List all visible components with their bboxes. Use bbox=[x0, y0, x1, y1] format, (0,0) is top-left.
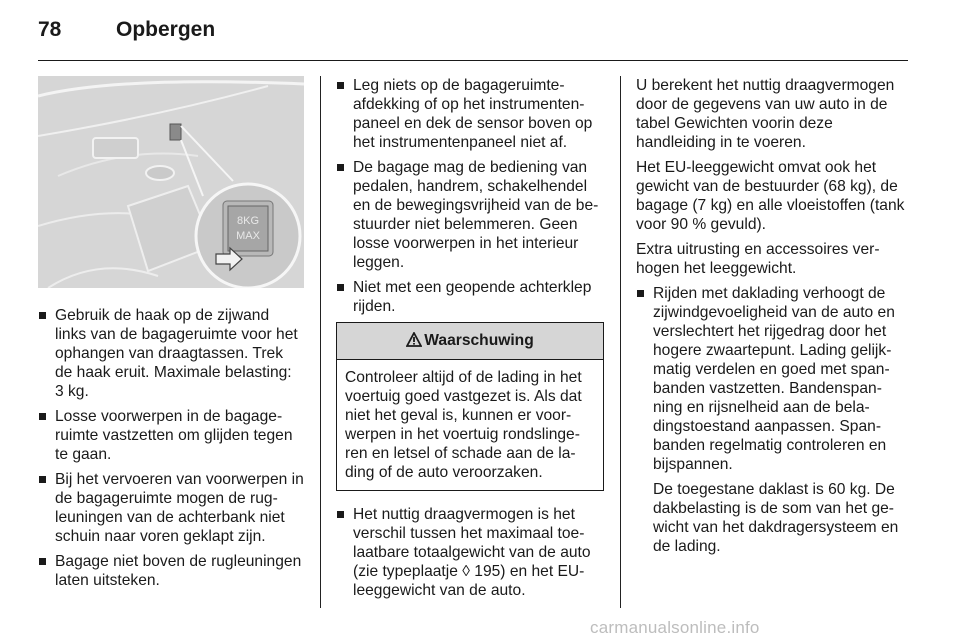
column-3 bbox=[636, 76, 906, 562]
list-item: Leg niets op de bagageruimteafdekking of op het instrumentenpaneel en dek de sensor boven op het instrumentenpaneel niet af. bbox=[336, 76, 604, 152]
paragraph: Het EU-leeggewicht omvat ook het gewicht van de bestuurder (68 kg), de bagage (7 kg) en alle vloeistoffen (tank voor 90 % gevuld). bbox=[636, 159, 905, 233]
paragraph: Extra uitrusting en accessoires verhogen het leeggewicht. bbox=[636, 241, 880, 277]
warning-box bbox=[336, 322, 604, 491]
list-item: Rijden met daklading verhoogt de zijwindgevoeligheid van de auto en verslechtert het rijgedrag door het hogere zwaartepunt. Lading gelijkmatig verdelen en goed met spanbanden vastzetten. Bandenspanning en rijsnelheid aan de beladingstoestand aanpassen. Spanbanden regelmatig controleren en bijspannen. bbox=[636, 284, 906, 474]
header-rule bbox=[38, 60, 908, 61]
bullet-list bbox=[636, 284, 906, 474]
luggage-hook-illustration bbox=[38, 76, 304, 288]
warning-header bbox=[337, 323, 603, 360]
payload-text-end: 195) en het EU-leeggewicht van de auto. bbox=[353, 563, 585, 599]
page-reference-icon: ◊ bbox=[462, 563, 470, 580]
hook-label-2: MAX bbox=[236, 230, 260, 242]
list-item: Bij het vervoeren van voorwerpen in de bagageruimte mogen de rugleuningen van de achterbank niet schuin naar voren geklapt zijn. bbox=[38, 470, 304, 546]
list-item: Losse voorwerpen in de bagageruimte vastzetten om glijden tegen te gaan. bbox=[38, 407, 304, 464]
warning-title: Waarschuwing bbox=[424, 332, 534, 349]
paragraph: De toegestane daklast is 60 kg. De dakbelasting is de som van het gewicht van het dakdragersysteem en de lading. bbox=[653, 481, 899, 555]
column-divider bbox=[320, 76, 321, 608]
list-item: Niet met een geopende achterklep rijden. bbox=[336, 278, 604, 316]
hook-label-1: 8KG bbox=[236, 215, 260, 227]
column-divider bbox=[620, 76, 621, 608]
list-item: Gebruik de haak op de zijwand links van de bagageruimte voor het ophangen van draagtassen. Trek de haak eruit. Maximale belasting: 3 kg. bbox=[38, 306, 304, 401]
warning-triangle-icon bbox=[406, 325, 422, 361]
column-2 bbox=[336, 76, 604, 606]
watermark: carmanualsonline.info bbox=[590, 618, 760, 637]
paragraph: U berekent het nuttig draagvermogen door de gegevens van uw auto in de tabel Gewichten voorin deze handleiding in te voeren. bbox=[636, 77, 895, 151]
column-1 bbox=[38, 76, 304, 596]
list-item bbox=[336, 505, 604, 600]
payload-text-start: Het nuttig draagvermogen is het verschil tussen het maximaal toelaatbare totaalgewicht van de auto (zie typeplaatje bbox=[353, 506, 591, 580]
page-number: 78 bbox=[38, 18, 62, 41]
page-title: Opbergen bbox=[116, 18, 216, 41]
list-item: De bagage mag de bediening van pedalen, handrem, schakelhendel en de bewegingsvrijheid van de bestuurder niet belemmeren. Geen losse voorwerpen in het interieur leggen. bbox=[336, 158, 604, 272]
bullet-list bbox=[336, 76, 604, 316]
bullet-list bbox=[336, 505, 604, 600]
warning-text: Controleer altijd of de lading in het voertuig goed vastgezet is. Als dat niet het geval is, kunnen er voorwerpen in het voertuig rondslingeren en letsel of schade aan de lading of de auto veroorzaken. bbox=[345, 369, 582, 481]
bullet-list bbox=[38, 306, 304, 590]
list-item: Bagage niet boven de rugleuningen laten uitsteken. bbox=[38, 552, 304, 590]
